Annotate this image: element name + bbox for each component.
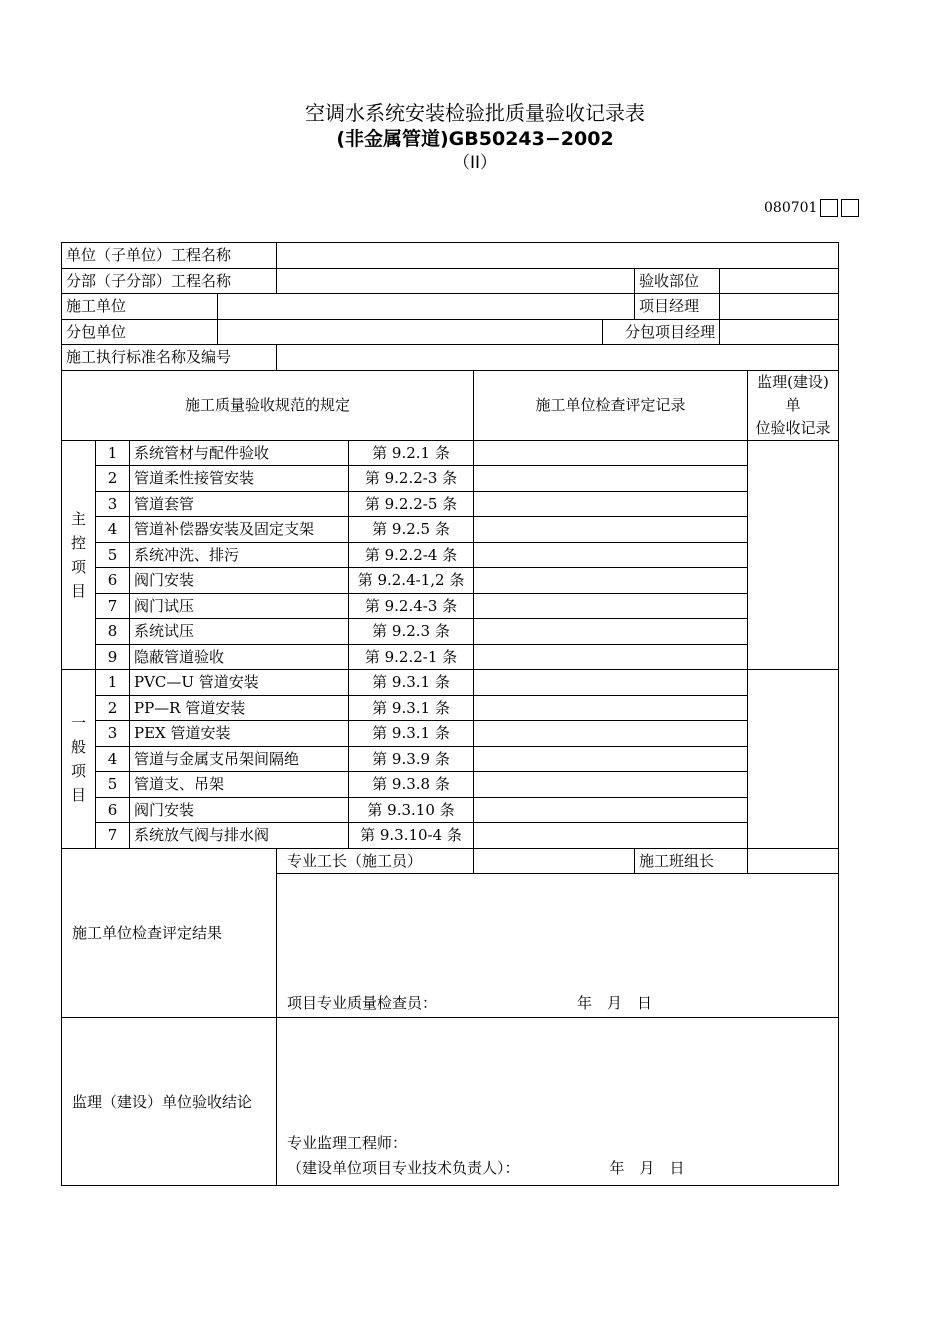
item-check-record[interactable] xyxy=(474,568,748,594)
item-name: 管道与金属支吊架间隔绝 xyxy=(130,746,349,772)
item-name: 阀门安装 xyxy=(130,568,349,594)
supervisor-signature-block xyxy=(287,1131,685,1181)
main-items-label: 主 控 项 目 xyxy=(62,440,96,670)
form-subtitle: (非金属管道)GB50243−2002 xyxy=(336,128,614,150)
item-clause: 第 9.2.4-1,2 条 xyxy=(349,568,474,594)
table-row xyxy=(62,746,839,772)
item-check-record[interactable] xyxy=(474,440,748,466)
item-clause: 第 9.3.1 条 xyxy=(349,670,474,696)
item-no: 5 xyxy=(96,542,130,568)
subcontract-manager-value[interactable] xyxy=(720,319,839,345)
item-name: 阀门安装 xyxy=(130,797,349,823)
item-check-record[interactable] xyxy=(474,670,748,696)
item-no: 3 xyxy=(96,721,130,747)
item-name: 管道柔性接管安装 xyxy=(130,466,349,492)
table-row xyxy=(62,823,839,849)
project-manager-value[interactable] xyxy=(720,294,839,320)
item-check-record[interactable] xyxy=(474,797,748,823)
foreman-label: 专业工长（施工员） xyxy=(277,848,474,874)
table-row xyxy=(62,619,839,645)
table-row xyxy=(62,491,839,517)
check-result-label: 施工单位检查评定结果 xyxy=(62,848,277,1018)
item-no: 3 xyxy=(96,491,130,517)
check-record-header: 施工单位检查评定记录 xyxy=(474,370,748,440)
table-row xyxy=(62,517,839,543)
table-row xyxy=(62,644,839,670)
item-name: 管道套管 xyxy=(130,491,349,517)
standard-label: 施工执行标准名称及编号 xyxy=(62,345,277,371)
acceptance-record-table xyxy=(61,242,839,1186)
item-no: 1 xyxy=(96,440,130,466)
subcontract-manager-label: 分包项目经理 xyxy=(603,319,720,345)
item-check-record[interactable] xyxy=(474,746,748,772)
form-title: 空调水系统安装检验批质量验收记录表 xyxy=(305,101,645,125)
item-check-record[interactable] xyxy=(474,593,748,619)
item-name: 系统冲洗、排污 xyxy=(130,542,349,568)
item-clause: 第 9.2.5 条 xyxy=(349,517,474,543)
table-row xyxy=(62,670,839,696)
item-no: 1 xyxy=(96,670,130,696)
owner-tech-lead-label: （建设单位项目专业技术负责人）： xyxy=(287,1159,520,1177)
item-name: 隐蔽管道验收 xyxy=(130,644,349,670)
item-clause: 第 9.3.1 条 xyxy=(349,721,474,747)
general-items-label: 一 般 项 目 xyxy=(62,670,96,849)
item-no: 6 xyxy=(96,568,130,594)
item-no: 7 xyxy=(96,823,130,849)
spec-header: 施工质量验收规范的规定 xyxy=(62,370,474,440)
item-clause: 第 9.2.2-5 条 xyxy=(349,491,474,517)
general-supervision-record[interactable] xyxy=(748,670,839,849)
item-name: 管道支、吊架 xyxy=(130,772,349,798)
subcontract-unit-label: 分包单位 xyxy=(62,319,218,345)
form-code-text: 080701 xyxy=(764,200,818,216)
table-row xyxy=(62,568,839,594)
item-check-record[interactable] xyxy=(474,466,748,492)
item-clause: 第 9.3.8 条 xyxy=(349,772,474,798)
table-row xyxy=(62,593,839,619)
acceptance-part-label: 验收部位 xyxy=(635,268,720,294)
standard-value[interactable] xyxy=(277,345,839,371)
item-no: 2 xyxy=(96,466,130,492)
item-clause: 第 9.3.10-4 条 xyxy=(349,823,474,849)
item-check-record[interactable] xyxy=(474,619,748,645)
item-no: 7 xyxy=(96,593,130,619)
item-name: 系统放气阀与排水阀 xyxy=(130,823,349,849)
supervision-date: 年 月 日 xyxy=(609,1159,685,1177)
division-name-label: 分部（子分部）工程名称 xyxy=(62,268,277,294)
table-row xyxy=(62,466,839,492)
construction-unit-value[interactable] xyxy=(218,294,635,320)
table-row xyxy=(62,721,839,747)
supervision-conclusion-area[interactable] xyxy=(277,1018,839,1186)
item-clause: 第 9.2.2-4 条 xyxy=(349,542,474,568)
item-name: 管道补偿器安装及固定支架 xyxy=(130,517,349,543)
supervision-header-line1: 监理(建设)单 xyxy=(757,372,829,414)
item-clause: 第 9.2.4-3 条 xyxy=(349,593,474,619)
item-clause: 第 9.2.3 条 xyxy=(349,619,474,645)
check-result-area[interactable] xyxy=(277,874,839,1018)
item-check-record[interactable] xyxy=(474,823,748,849)
item-clause: 第 9.2.2-3 条 xyxy=(349,466,474,492)
quality-inspector-label: 项目专业质量检查员： xyxy=(287,994,438,1012)
division-name-value[interactable] xyxy=(277,268,635,294)
item-name: PVC—U 管道安装 xyxy=(130,670,349,696)
table-row xyxy=(62,695,839,721)
project-manager-label: 项目经理 xyxy=(635,294,720,320)
supervision-record-header xyxy=(748,370,839,440)
supervision-conclusion-label: 监理（建设）单位验收结论 xyxy=(62,1018,277,1186)
subcontract-unit-value[interactable] xyxy=(218,319,603,345)
table-row xyxy=(62,772,839,798)
item-clause: 第 9.2.2-1 条 xyxy=(349,644,474,670)
item-check-record[interactable] xyxy=(474,695,748,721)
item-name: PEX 管道安装 xyxy=(130,721,349,747)
form-code xyxy=(764,199,859,217)
item-check-record[interactable] xyxy=(474,721,748,747)
unit-name-value[interactable] xyxy=(277,243,839,269)
construction-unit-label: 施工单位 xyxy=(62,294,218,320)
team-leader-label: 施工班组长 xyxy=(635,848,748,874)
table-row xyxy=(62,542,839,568)
item-clause: 第 9.3.1 条 xyxy=(349,695,474,721)
code-box-2[interactable] xyxy=(841,199,859,217)
acceptance-part-value[interactable] xyxy=(720,268,839,294)
item-no: 2 xyxy=(96,695,130,721)
item-check-record[interactable] xyxy=(474,517,748,543)
foreman-value[interactable] xyxy=(474,848,635,874)
supervisor-label: 专业监理工程师： xyxy=(287,1134,408,1152)
table-row xyxy=(62,797,839,823)
code-box-1[interactable] xyxy=(820,199,838,217)
item-name: PP—R 管道安装 xyxy=(130,695,349,721)
item-no: 5 xyxy=(96,772,130,798)
supervision-header-line2: 位验收记录 xyxy=(755,418,831,437)
check-date: 年 月 日 xyxy=(577,994,653,1012)
item-check-record[interactable] xyxy=(474,491,748,517)
team-leader-value[interactable] xyxy=(748,848,839,874)
form-part-number: （II） xyxy=(452,153,498,173)
item-check-record[interactable] xyxy=(474,542,748,568)
item-name: 系统试压 xyxy=(130,619,349,645)
item-no: 8 xyxy=(96,619,130,645)
main-supervision-record[interactable] xyxy=(748,440,839,670)
item-clause: 第 9.3.10 条 xyxy=(349,797,474,823)
item-clause: 第 9.2.1 条 xyxy=(349,440,474,466)
item-check-record[interactable] xyxy=(474,644,748,670)
item-name: 系统管材与配件验收 xyxy=(130,440,349,466)
item-no: 4 xyxy=(96,517,130,543)
item-clause: 第 9.3.9 条 xyxy=(349,746,474,772)
unit-name-label: 单位（子单位）工程名称 xyxy=(62,243,277,269)
item-check-record[interactable] xyxy=(474,772,748,798)
item-name: 阀门试压 xyxy=(130,593,349,619)
item-no: 4 xyxy=(96,746,130,772)
quality-inspector-line xyxy=(287,993,652,1013)
item-no: 6 xyxy=(96,797,130,823)
table-row xyxy=(62,440,839,466)
item-no: 9 xyxy=(96,644,130,670)
